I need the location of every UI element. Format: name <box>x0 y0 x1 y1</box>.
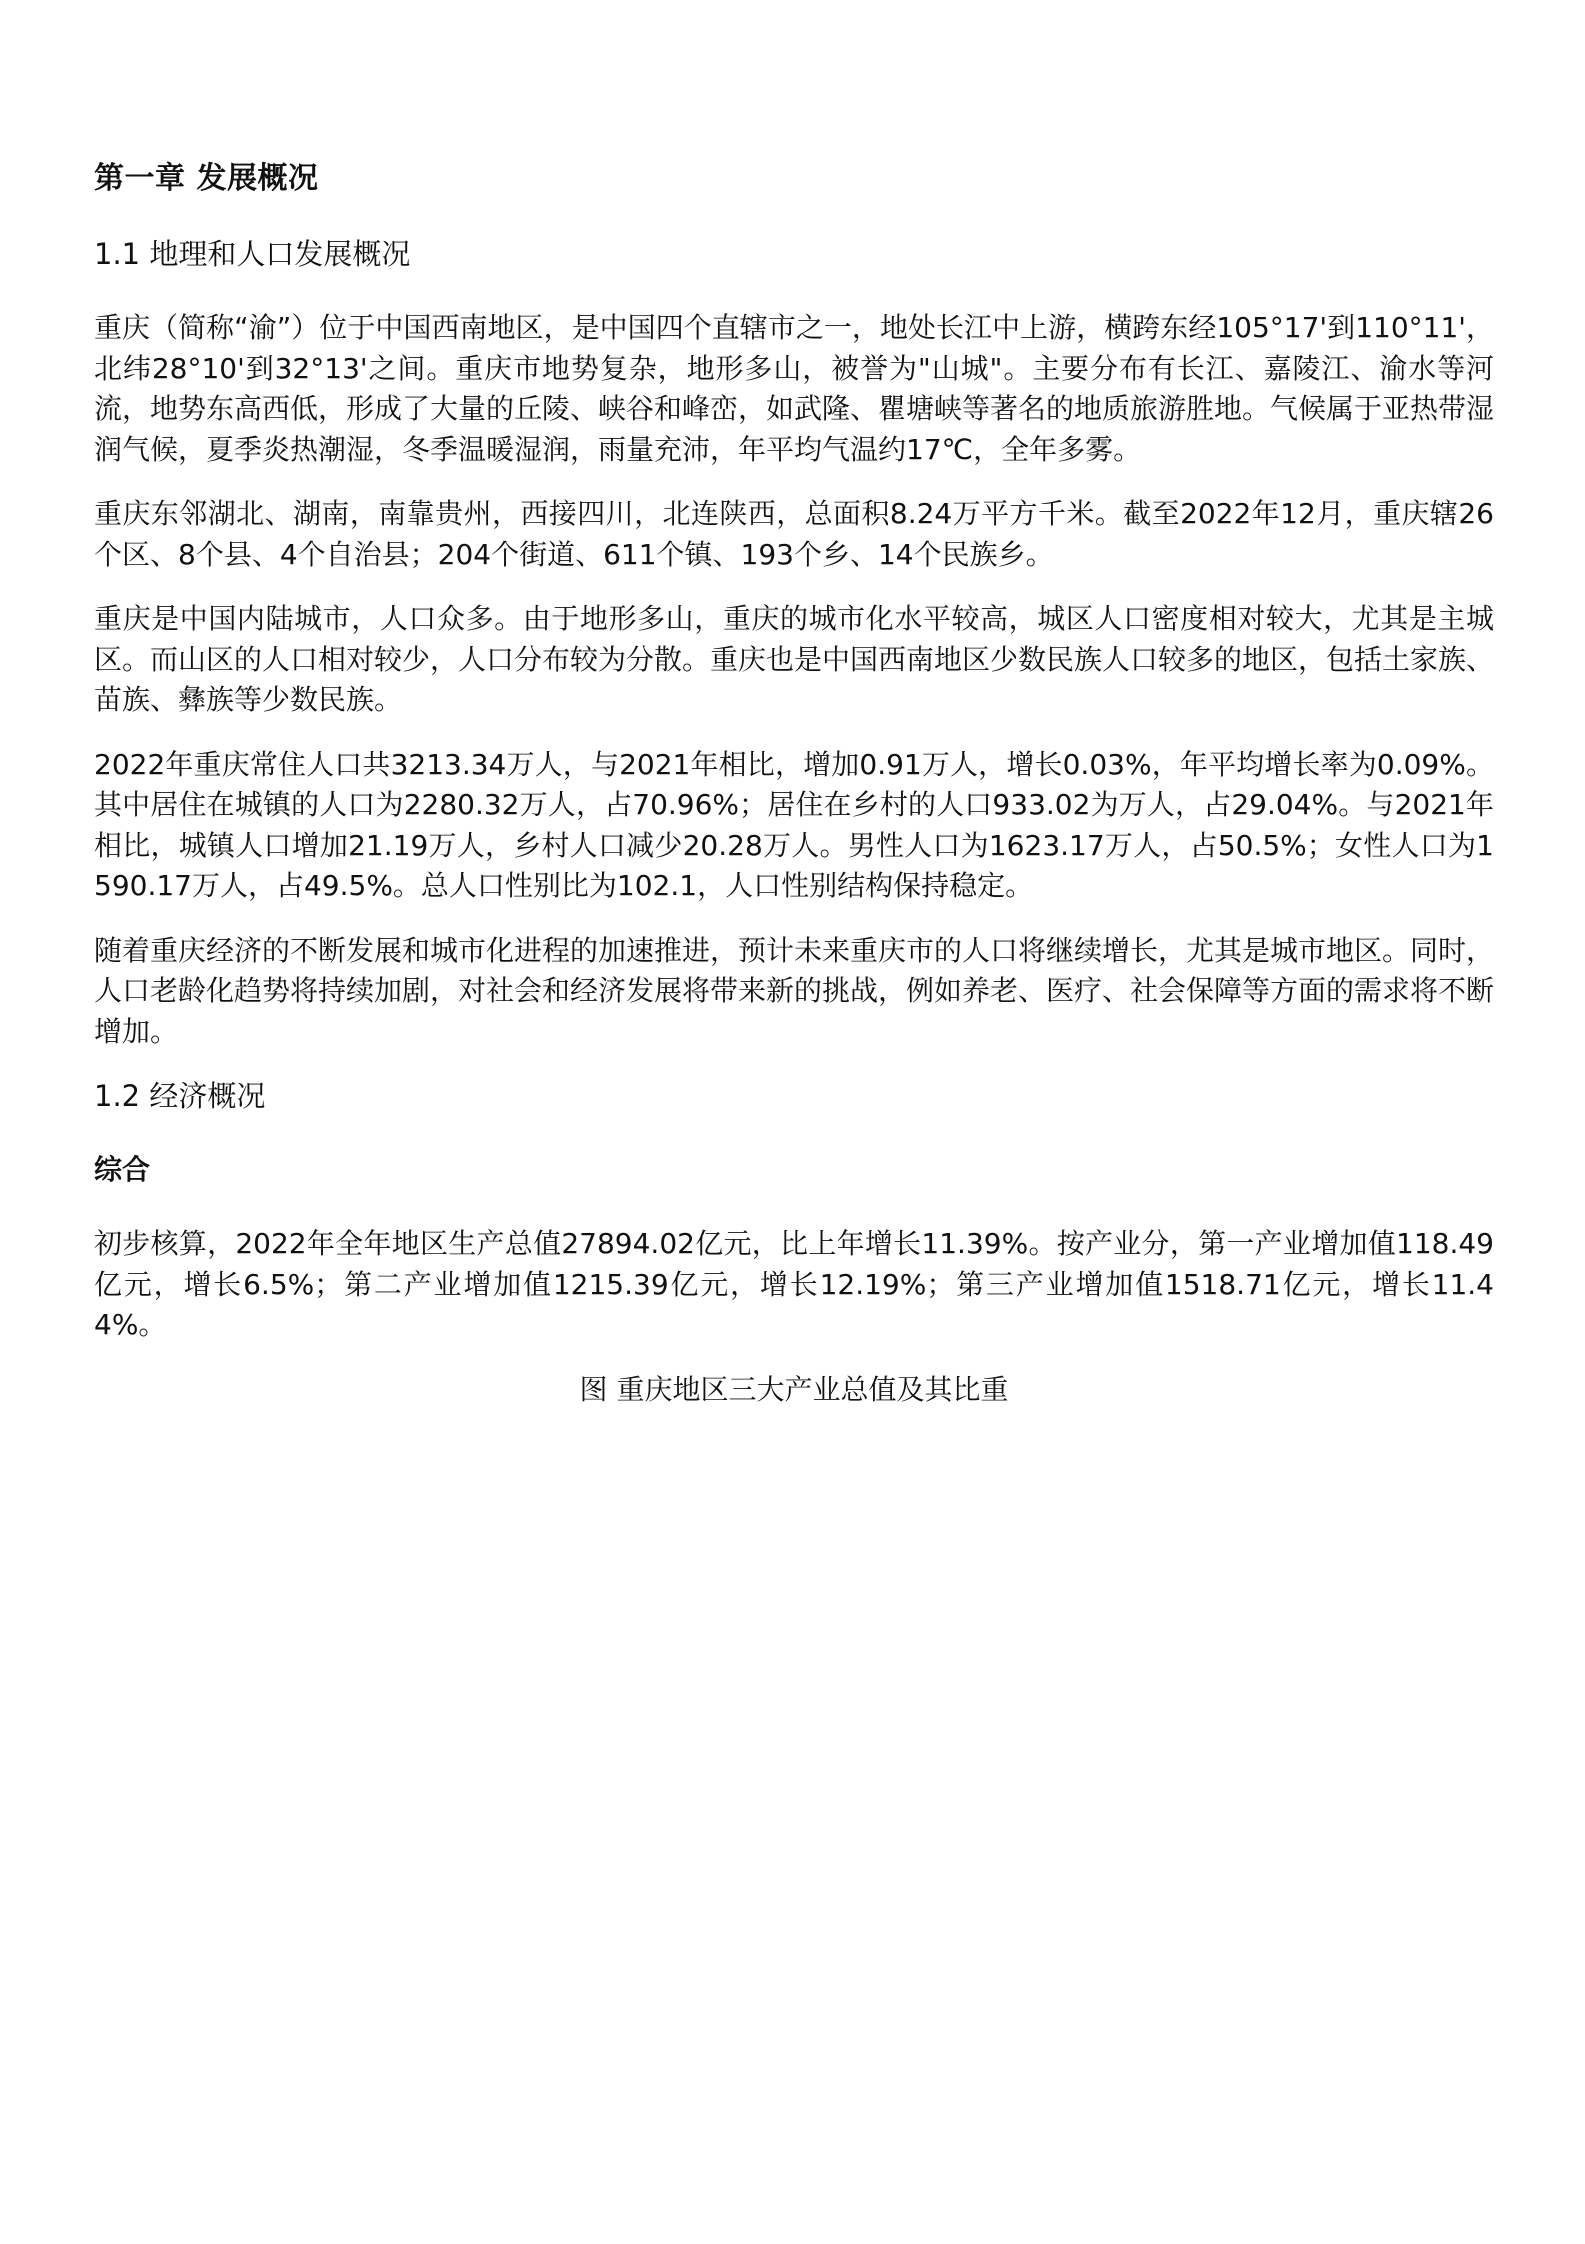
chapter-title: 第一章 发展概况 <box>94 161 319 196</box>
figure-caption: 图 重庆地区三大产业总值及其比重 <box>579 1372 1009 1406</box>
section-title-1-1: 1.1 地理和人口发展概况 <box>94 237 411 271</box>
paragraph-population-distribution: 重庆是中国内陆城市，人口众多。由于地形多山，重庆的城市化水平较高，城区人口密度相对较大，尤其是主城区。而山区的人口相对较少，人口分布较为分散。重庆也是中国西南地区少数民族人口较多的地区，包括土家族、苗族、彝族等少数民族。 <box>94 602 1495 716</box>
subsection-title-summary: 综合 <box>94 1153 151 1186</box>
paragraph-population-statistics: 2022年重庆常住人口共3213.34万人，与2021年相比，增加0.91万人，增长0.03%，年平均增长率为0.09%。其中居住在城镇的人口为2280.32万人，占70.96%；居住在乡村的人口933.02为万人，占29.04%。与2021年相比，城镇人口增加21.19万人，乡村人口减少20.28万人。男性人口为1623.17万人，占50.5%；女性人口为1590.17万人，占49.5%。总人口性别比为102.1，人口性别结构保持稳定。 <box>94 747 1494 902</box>
paragraph-economy-summary: 初步核算，2022年全年地区生产总值27894.02亿元，比上年增长11.39%。按产业分，第一产业增加值118.49亿元，增长6.5%；第二产业增加值1215.39亿元，增长12.19%；第三产业增加值1518.71亿元，增长11.44%。 <box>94 1227 1494 1341</box>
paragraph-area: 重庆东邻湖北、湖南，南靠贵州，西接四川，北连陕西，总面积8.24万平方千米。截至2022年12月，重庆辖26个区、8个县、4个自治县；204个街道、611个镇、193个乡、14个民族乡。 <box>94 497 1494 571</box>
paragraph-population-outlook: 随着重庆经济的不断发展和城市化进程的加速推进，预计未来重庆市的人口将继续增长，尤其是城市地区。同时，人口老龄化趋势将持续加剧，对社会和经济发展将带来新的挑战，例如养老、医疗、社会保障等方面的需求将不断增加。 <box>94 933 1495 1048</box>
paragraph-geography: 重庆（简称“渝”）位于中国西南地区，是中国四个直辖市之一，地处长江中上游，横跨东经105°17'到110°11'，北纬28°10'到32°13'之间。重庆市地势复杂，地形多山，被誉为"山城"。主要分布有长江、嘉陵江、渝水等河流，地势东高西低，形成了大量的丘陵、峡谷和峰峦，如武隆、瞿塘峡等著名的地质旅游胜地。气候属于亚热带湿润气候，夏季炎热潮湿，冬季温暖湿润，雨量充沛，年平均气温约17℃，全年多雾。 <box>94 311 1495 466</box>
section-title-1-2: 1.2 经济概况 <box>94 1079 266 1113</box>
document-content <box>94 158 1494 1410</box>
